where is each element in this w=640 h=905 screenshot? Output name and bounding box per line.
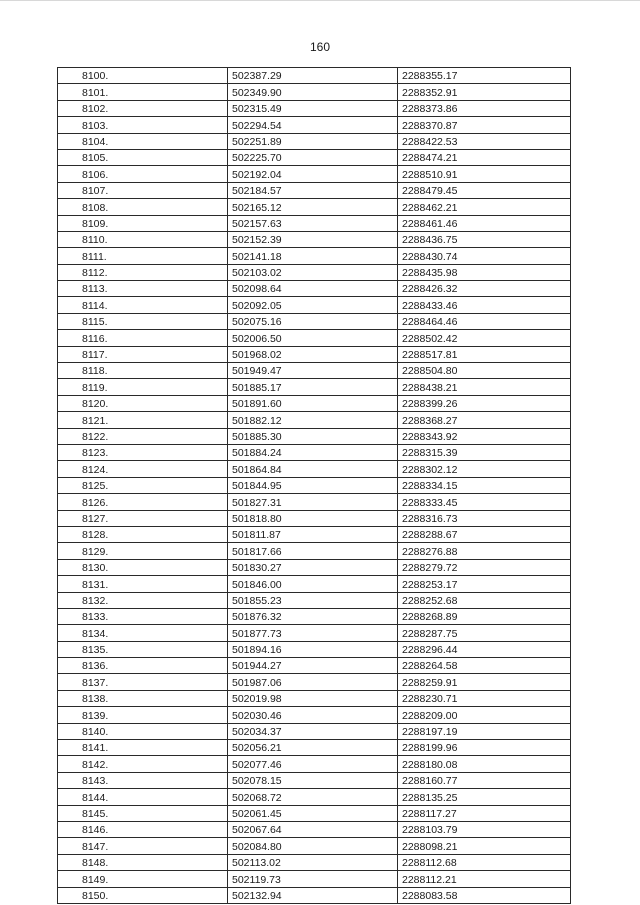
point-number-cell: 8146. [58,821,228,837]
northing-cell: 2288370.87 [398,117,571,133]
table-row [58,641,571,657]
table-row [58,149,571,165]
point-number-cell: 8132. [58,592,228,608]
point-number-cell: 8142. [58,756,228,772]
northing-cell: 2288504.80 [398,363,571,379]
table-row [58,510,571,526]
point-number-cell: 8107. [58,182,228,198]
easting-cell: 501827.31 [228,494,398,510]
easting-cell: 502119.73 [228,871,398,887]
northing-cell: 2288279.72 [398,559,571,575]
table-row [58,690,571,706]
easting-cell: 502068.72 [228,789,398,805]
table-row [58,805,571,821]
easting-cell: 502141.18 [228,248,398,264]
table-row [58,133,571,149]
easting-cell: 502056.21 [228,740,398,756]
easting-cell: 502349.90 [228,84,398,100]
easting-cell: 502098.64 [228,281,398,297]
point-number-cell: 8143. [58,772,228,788]
northing-cell: 2288436.75 [398,231,571,247]
easting-cell: 502019.98 [228,690,398,706]
point-number-cell: 8113. [58,281,228,297]
point-number-cell: 8101. [58,84,228,100]
point-number-cell: 8148. [58,854,228,870]
point-number-cell: 8130. [58,559,228,575]
table-row [58,444,571,460]
northing-cell: 2288479.45 [398,182,571,198]
table-row [58,313,571,329]
point-number-cell: 8122. [58,428,228,444]
point-number-cell: 8127. [58,510,228,526]
easting-cell: 501891.60 [228,395,398,411]
point-number-cell: 8120. [58,395,228,411]
easting-cell: 501885.17 [228,379,398,395]
table-row [58,854,571,870]
table-row [58,84,571,100]
table-row [58,576,571,592]
easting-cell: 502034.37 [228,723,398,739]
point-number-cell: 8129. [58,543,228,559]
northing-cell: 2288160.77 [398,772,571,788]
table-row [58,395,571,411]
easting-cell: 501968.02 [228,346,398,362]
point-number-cell: 8111. [58,248,228,264]
table-row [58,248,571,264]
top-rule [0,0,640,1]
point-number-cell: 8150. [58,887,228,903]
point-number-cell: 8135. [58,641,228,657]
easting-cell: 502192.04 [228,166,398,182]
point-number-cell: 8104. [58,133,228,149]
point-number-cell: 8133. [58,608,228,624]
table-row [58,231,571,247]
northing-cell: 2288209.00 [398,707,571,723]
northing-cell: 2288316.73 [398,510,571,526]
northing-cell: 2288502.42 [398,330,571,346]
easting-cell: 502157.63 [228,215,398,231]
table-row [58,199,571,215]
point-number-cell: 8136. [58,658,228,674]
northing-cell: 2288352.91 [398,84,571,100]
easting-cell: 502387.29 [228,68,398,84]
northing-cell: 2288426.32 [398,281,571,297]
northing-cell: 2288296.44 [398,641,571,657]
point-number-cell: 8137. [58,674,228,690]
table-row [58,100,571,116]
table-row [58,608,571,624]
page-number: 160 [309,40,331,54]
northing-cell: 2288422.53 [398,133,571,149]
table-row [58,297,571,313]
point-number-cell: 8125. [58,477,228,493]
easting-cell: 501846.00 [228,576,398,592]
table-row [58,166,571,182]
table-row [58,264,571,280]
northing-cell: 2288302.12 [398,461,571,477]
table-row [58,215,571,231]
northing-cell: 2288276.88 [398,543,571,559]
northing-cell: 2288333.45 [398,494,571,510]
easting-cell: 502006.50 [228,330,398,346]
easting-cell: 502132.94 [228,887,398,903]
point-number-cell: 8131. [58,576,228,592]
table-row [58,346,571,362]
northing-cell: 2288510.91 [398,166,571,182]
easting-cell: 501882.12 [228,412,398,428]
easting-cell: 502315.49 [228,100,398,116]
northing-cell: 2288399.26 [398,395,571,411]
northing-cell: 2288517.81 [398,346,571,362]
point-number-cell: 8115. [58,313,228,329]
table-row [58,559,571,575]
easting-cell: 501877.73 [228,625,398,641]
northing-cell: 2288355.17 [398,68,571,84]
point-number-cell: 8124. [58,461,228,477]
easting-cell: 502078.15 [228,772,398,788]
point-number-cell: 8105. [58,149,228,165]
point-number-cell: 8118. [58,363,228,379]
easting-cell: 502067.64 [228,821,398,837]
easting-cell: 501884.24 [228,444,398,460]
point-number-cell: 8110. [58,231,228,247]
northing-cell: 2288112.21 [398,871,571,887]
northing-cell: 2288259.91 [398,674,571,690]
point-number-cell: 8144. [58,789,228,805]
table-row [58,363,571,379]
table-row [58,625,571,641]
northing-cell: 2288098.21 [398,838,571,854]
point-number-cell: 8145. [58,805,228,821]
northing-cell: 2288464.46 [398,313,571,329]
northing-cell: 2288288.67 [398,526,571,542]
northing-cell: 2288252.68 [398,592,571,608]
table-row [58,182,571,198]
easting-cell: 502030.46 [228,707,398,723]
point-number-cell: 8106. [58,166,228,182]
northing-cell: 2288264.58 [398,658,571,674]
table-row [58,871,571,887]
easting-cell: 501894.16 [228,641,398,657]
easting-cell: 502075.16 [228,313,398,329]
northing-cell: 2288461.46 [398,215,571,231]
easting-cell: 501987.06 [228,674,398,690]
coordinates-table-body [58,68,571,904]
table-row [58,428,571,444]
table-row [58,526,571,542]
table-row [58,330,571,346]
point-number-cell: 8114. [58,297,228,313]
point-number-cell: 8112. [58,264,228,280]
table-row [58,674,571,690]
table-row [58,543,571,559]
easting-cell: 501864.84 [228,461,398,477]
point-number-cell: 8119. [58,379,228,395]
table-row [58,821,571,837]
easting-cell: 501944.27 [228,658,398,674]
table-row [58,658,571,674]
table-row [58,592,571,608]
northing-cell: 2288253.17 [398,576,571,592]
point-number-cell: 8138. [58,690,228,706]
northing-cell: 2288199.96 [398,740,571,756]
easting-cell: 502152.39 [228,231,398,247]
point-number-cell: 8109. [58,215,228,231]
point-number-cell: 8134. [58,625,228,641]
table-row [58,723,571,739]
northing-cell: 2288230.71 [398,690,571,706]
point-number-cell: 8100. [58,68,228,84]
point-number-cell: 8149. [58,871,228,887]
northing-cell: 2288117.27 [398,805,571,821]
easting-cell: 502294.54 [228,117,398,133]
table-row [58,789,571,805]
easting-cell: 501844.95 [228,477,398,493]
northing-cell: 2288135.25 [398,789,571,805]
northing-cell: 2288287.75 [398,625,571,641]
point-number-cell: 8121. [58,412,228,428]
northing-cell: 2288083.58 [398,887,571,903]
easting-cell: 501818.80 [228,510,398,526]
northing-cell: 2288197.19 [398,723,571,739]
northing-cell: 2288334.15 [398,477,571,493]
table-row [58,281,571,297]
easting-cell: 501885.30 [228,428,398,444]
point-number-cell: 8139. [58,707,228,723]
table-row [58,494,571,510]
easting-cell: 502225.70 [228,149,398,165]
table-row [58,477,571,493]
table-row [58,461,571,477]
easting-cell: 502092.05 [228,297,398,313]
point-number-cell: 8140. [58,723,228,739]
point-number-cell: 8147. [58,838,228,854]
table-row [58,756,571,772]
northing-cell: 2288112.68 [398,854,571,870]
point-number-cell: 8128. [58,526,228,542]
northing-cell: 2288268.89 [398,608,571,624]
easting-cell: 501949.47 [228,363,398,379]
easting-cell: 502077.46 [228,756,398,772]
northing-cell: 2288373.86 [398,100,571,116]
easting-cell: 502165.12 [228,199,398,215]
point-number-cell: 8117. [58,346,228,362]
northing-cell: 2288103.79 [398,821,571,837]
northing-cell: 2288474.21 [398,149,571,165]
table-row [58,117,571,133]
table-row [58,838,571,854]
table-row [58,887,571,903]
point-number-cell: 8123. [58,444,228,460]
table-row [58,707,571,723]
point-number-cell: 8116. [58,330,228,346]
easting-cell: 502061.45 [228,805,398,821]
easting-cell: 501855.23 [228,592,398,608]
table-row [58,772,571,788]
table-row [58,740,571,756]
easting-cell: 502103.02 [228,264,398,280]
table-row [58,412,571,428]
easting-cell: 502251.89 [228,133,398,149]
northing-cell: 2288462.21 [398,199,571,215]
point-number-cell: 8126. [58,494,228,510]
easting-cell: 502084.80 [228,838,398,854]
point-number-cell: 8141. [58,740,228,756]
northing-cell: 2288343.92 [398,428,571,444]
northing-cell: 2288430.74 [398,248,571,264]
table-row [58,68,571,84]
northing-cell: 2288315.39 [398,444,571,460]
northing-cell: 2288368.27 [398,412,571,428]
easting-cell: 502184.57 [228,182,398,198]
northing-cell: 2288180.08 [398,756,571,772]
point-number-cell: 8102. [58,100,228,116]
easting-cell: 501830.27 [228,559,398,575]
easting-cell: 501811.87 [228,526,398,542]
northing-cell: 2288438.21 [398,379,571,395]
northing-cell: 2288433.46 [398,297,571,313]
northing-cell: 2288435.98 [398,264,571,280]
coordinates-table [57,67,571,904]
easting-cell: 501817.66 [228,543,398,559]
point-number-cell: 8108. [58,199,228,215]
easting-cell: 501876.32 [228,608,398,624]
table-row [58,379,571,395]
easting-cell: 502113.02 [228,854,398,870]
point-number-cell: 8103. [58,117,228,133]
